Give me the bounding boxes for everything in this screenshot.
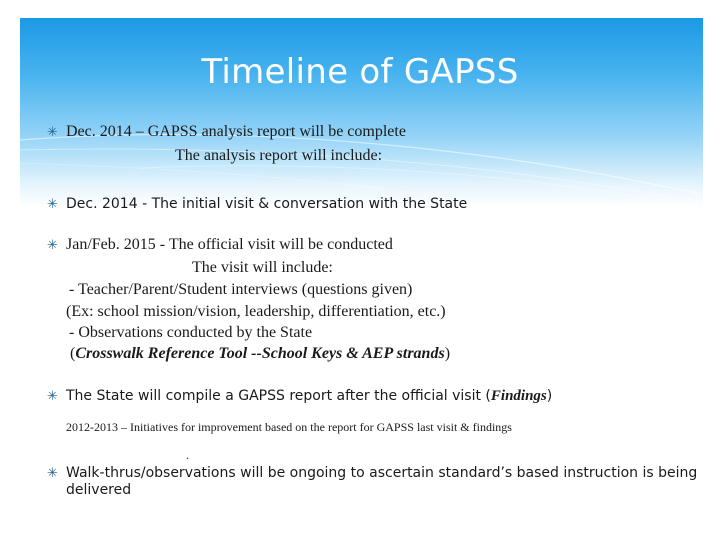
bullet-3-line-6 bbox=[70, 345, 450, 363]
asterisk-bullet-icon: ✳ bbox=[47, 125, 58, 140]
bullet-4-line-1 bbox=[66, 388, 552, 405]
banner-wave-lines bbox=[20, 18, 703, 208]
bullet-3-line-4: (Ex: school mission/vision, leadership, differentiation, etc.) bbox=[66, 303, 446, 320]
crosswalk-reference: Crosswalk Reference Tool --School Keys & AEP strands bbox=[75, 345, 445, 362]
paren-open: ( bbox=[70, 345, 76, 362]
bullet-3-line-3: - Teacher/Parent/Student interviews (questions given) bbox=[69, 281, 413, 298]
asterisk-bullet-icon: ✳ bbox=[47, 238, 58, 253]
bullet-1-line-2: The analysis report will include: bbox=[175, 147, 383, 164]
bullet-4-text: The State will compile a GAPSS report after the official visit ( bbox=[66, 388, 491, 404]
asterisk-bullet-icon: ✳ bbox=[47, 197, 58, 212]
bullet-1-line-1: Dec. 2014 – GAPSS analysis report will be complete bbox=[66, 123, 406, 140]
note-dot: . bbox=[186, 448, 189, 462]
header-banner bbox=[20, 18, 703, 208]
initiatives-note: 2012-2013 – Initiatives for improvement based on the report for GAPSS last visit & findings bbox=[66, 420, 512, 434]
bullet-2-line-1: Dec. 2014 - The initial visit & conversation with the State bbox=[66, 196, 468, 212]
bullet-4-close: ) bbox=[546, 388, 553, 404]
bullet-3-line-2: The visit will include: bbox=[192, 259, 333, 276]
asterisk-bullet-icon: ✳ bbox=[47, 466, 58, 481]
paren-close: ) bbox=[444, 345, 451, 362]
asterisk-bullet-icon: ✳ bbox=[47, 389, 58, 404]
page-title: Timeline of GAPSS bbox=[201, 52, 519, 92]
bullet-5-line-2: delivered bbox=[66, 482, 132, 498]
bullet-3-line-1: Jan/Feb. 2015 - The official visit will be conducted bbox=[66, 236, 393, 253]
findings-emphasis: Findings bbox=[490, 388, 547, 404]
bullet-5-line-1: Walk-thrus/observations will be ongoing to ascertain standard’s based instruction is being bbox=[66, 465, 698, 481]
bullet-3-line-5: - Observations conducted by the State bbox=[69, 324, 313, 341]
